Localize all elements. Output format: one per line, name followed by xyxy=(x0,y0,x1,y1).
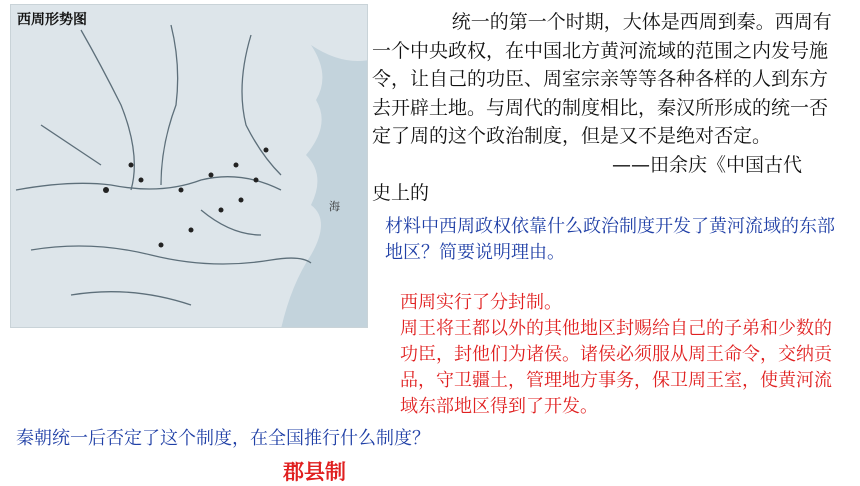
settlement-dot xyxy=(254,178,259,183)
answer-line1: 西周实行了分封制。 xyxy=(400,292,562,313)
settlement-dot xyxy=(239,198,244,203)
bottom-question: 秦朝统一后否定了这个制度，在全国推行什么制度？ xyxy=(16,428,430,449)
quote-source-line1: ——田余庆《中国古代 xyxy=(611,153,802,176)
final-answer: 郡县制 xyxy=(283,460,346,484)
settlement-dot xyxy=(179,188,184,193)
settlement-dot xyxy=(234,163,239,168)
settlement-dot xyxy=(139,178,144,183)
settlement-dot xyxy=(219,208,224,213)
quote-block xyxy=(372,8,832,208)
sea-label: 海 xyxy=(329,200,340,213)
map-title: 西周形势图 xyxy=(17,12,87,28)
settlement-dot xyxy=(129,163,134,168)
question-text: 材料中西周政权依靠什么政治制度开发了黄河流域的东部地区？简要说明理由。 xyxy=(385,216,835,263)
settlement-dot xyxy=(159,243,164,248)
western-zhou-map xyxy=(10,4,368,328)
settlement-dot xyxy=(209,173,214,178)
settlement-dot xyxy=(103,187,109,193)
settlement-dot xyxy=(189,228,194,233)
answer-block xyxy=(400,290,840,420)
answer-line2: 周王将王都以外的其他地区封赐给自己的子弟和少数的功臣，封他们为诸侯。诸侯必须服从周王命令，交纳贡品，守卫疆土，管理地方事务，保卫周王室，使黄河流域东部地区得到了开发。 xyxy=(400,318,832,417)
quote-source-line2: 史上的 xyxy=(372,182,430,204)
quote-paragraph: 统一的第一个时期，大体是西周到秦。西周有一个中央政权，在中国北方黄河流域的范围之内发号施令，让自己的功臣、周室宗亲等等各种各样的人到东方去开辟土地。与周代的制度相比，秦汉所形成的统一否定了周的这个政治制度，但是又不是绝对否定。 xyxy=(372,11,832,147)
map-drawing xyxy=(11,5,368,328)
settlement-dot xyxy=(264,148,269,153)
